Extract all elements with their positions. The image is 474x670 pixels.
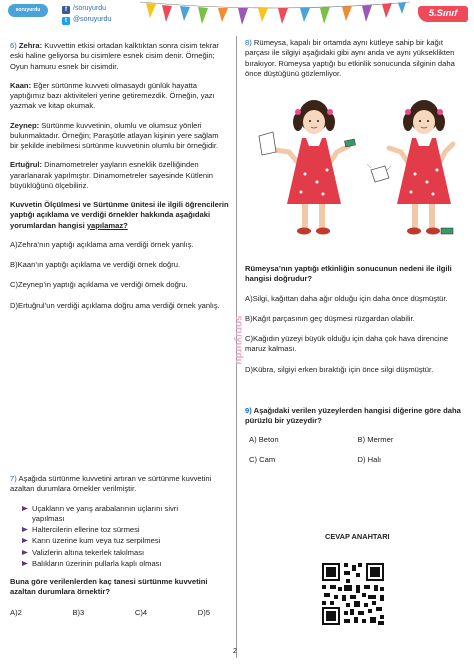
girls-dropping-paper-and-eraser-illustration: [245, 86, 463, 256]
facebook-icon: f: [62, 6, 70, 14]
bunting-flags-decoration: [140, 0, 410, 30]
list-item: Valizlerin altına tekerlek takılması: [22, 548, 232, 558]
grade-badge: 5.Sınıf: [418, 6, 468, 22]
q9-stem: 9) Aşağıdaki verilen yüzeylerden hangisi diğerine göre daha pürüzlü bir yüzeydir?: [245, 406, 461, 426]
answer-key-label: CEVAP ANAHTARI: [325, 532, 390, 541]
facebook-link[interactable]: f /soruyurdu: [62, 3, 111, 14]
q6-ertugrul-statement: Ertuğrul: Dinamometreler yayların esneklik özelliğinden yararlanarak yapılmıştır. Dinamometreler sayesinde Kütlenin büyüklüğünü ölçebiliriz.: [10, 160, 214, 190]
qr-code-icon[interactable]: [320, 561, 386, 627]
q6-option-a[interactable]: A)Zehra’nın yaptığı açıklama ama verdiği örnek yanlış.: [10, 239, 194, 249]
q9-option-d[interactable]: D) Halı: [357, 454, 382, 464]
q8-option-c[interactable]: C)Kağıdın yüzeyi büyük olduğu için daha çok hava direncine maruz kalması.: [245, 334, 449, 354]
q7-option-b[interactable]: B)3: [72, 607, 85, 617]
q8-stem: 8) Rümeysa, kapalı bir ortamda aynı kütleye sahip bir kağıt parçası ile silgiyi aşağıdaki gibi aynı anda ve aynı yükseklikten bırakıyor. Rümeysa yaptığı bu etkinlik sonucunda silginin daha önce düştüğünü gözlemliyor.: [245, 38, 455, 78]
page-number: 2: [233, 648, 237, 655]
arrow-bullet-icon: [22, 527, 28, 532]
twitter-icon: t: [62, 17, 70, 25]
question-9: [245, 406, 466, 465]
q6-option-b[interactable]: B)Kaan’ın yaptığı açıklama ve verdiği örnek doğru.: [10, 260, 181, 269]
twitter-link[interactable]: t @soruyurdu: [62, 14, 111, 25]
list-item: Uçakların ve yarış arabalarının uçlarını sivri yapılması: [22, 504, 232, 525]
q6-option-c[interactable]: C)Zeynep’in yaptığı açıklama ve verdiği örnek doğru.: [10, 280, 188, 290]
list-item: Karın üzerine kum veya tuz serpilmesi: [22, 536, 232, 546]
q8-option-a[interactable]: A)Silgi, kağıttan daha ağır olduğu için daha önce düşmüştür.: [245, 293, 448, 303]
q7-stem: 7) Aşağıda sürtünme kuvvetini artıran ve sürtünme kuvvetini azaltan durumlara örnekler verilmiştir.: [10, 474, 212, 494]
svg-text:soruyurdu: soruyurdu: [233, 315, 244, 365]
q7-list: [22, 504, 232, 570]
watermark-logo: [222, 300, 246, 380]
q8-question: Rümeysa’nın yaptığı etkinliğin sonucunun nedeni ile ilgili hangisi doğrudur?: [245, 264, 452, 284]
q8-option-b[interactable]: B)Kağıt parçasının geç düşmesi rüzgardan olabilir.: [245, 313, 415, 323]
question-6: [10, 41, 229, 321]
list-item: Balıkların üzerinin pullarla kaplı olması: [22, 559, 232, 569]
q7-options: [10, 608, 210, 618]
arrow-bullet-icon: [22, 550, 28, 555]
list-item: Haltercilerin ellerine toz sürmesi: [22, 525, 232, 535]
page-header: [0, 0, 474, 34]
q9-options: [245, 435, 466, 466]
q7-option-c[interactable]: C)4: [134, 607, 148, 617]
arrow-bullet-icon: [22, 506, 28, 511]
q9-option-a[interactable]: A) Beton: [249, 434, 279, 444]
question-7: [10, 474, 232, 618]
social-links: [62, 3, 111, 25]
girl-left-figure: [259, 100, 356, 235]
q6-question: Kuvvetin Ölçülmesi ve Sürtünme ünitesi ile ilgili öğrencilerin yaptığı açıklama ve verdiği örnekler hakkında aşağıdaki yorumlardan hangisi yapılamaz?: [10, 200, 229, 230]
q9-option-c[interactable]: C) Cam: [249, 454, 276, 464]
q6-option-d[interactable]: D)Ertuğrul’un verdiği açıklama doğru ama verdiği örnek yanlış.: [10, 300, 220, 310]
q6-zehra-statement: 6) Zehra: Kuvvettin etkisi ortadan kalktıktan sonra cisim tekrar eski haline geliyorsa bu cisimlere esnek cisim denir. Örneğin; Oyun hamuru esnek bir cisimdir.: [10, 41, 219, 71]
site-logo[interactable]: soruyurdu: [8, 4, 48, 17]
arrow-bullet-icon: [22, 561, 28, 566]
girl-right-figure: [367, 100, 453, 235]
question-8: [245, 38, 466, 88]
q9-option-b[interactable]: B) Mermer: [357, 434, 394, 444]
q7-option-a[interactable]: A)2: [10, 607, 22, 617]
q7-question: Buna göre verilenlerden kaç tanesi sürtünme kuvvetini azaltan durumlara örnektir?: [10, 577, 208, 597]
q8-option-d[interactable]: D)Kübra, silgiyi erken bıraktığı için önce silgi düşmüştür.: [245, 364, 434, 374]
q7-option-d[interactable]: D)5: [197, 607, 210, 617]
q8-answers: [245, 264, 466, 385]
q6-kaan-statement: Kaan: Eğer sürtünme kuvveti olmasaydı günlük hayatta yaptığımız bazı aktiviteleri yerine getiremezdik. Örneğin, yazı yazmak ve kitap okumak.: [10, 80, 215, 111]
q6-zeynep-statement: Zeynep: Sürtünme kuvvetinin, olumlu ve olumsuz yönleri bulunmaktadır. Örneğin; Paraşütle atlayan kişinin yere sağlam bir şekilde inebilmesi sürtünme kuvvetinin olumlu bir örneğidir.: [10, 120, 219, 150]
q6-number: 6): [10, 41, 17, 50]
arrow-bullet-icon: [22, 538, 28, 543]
